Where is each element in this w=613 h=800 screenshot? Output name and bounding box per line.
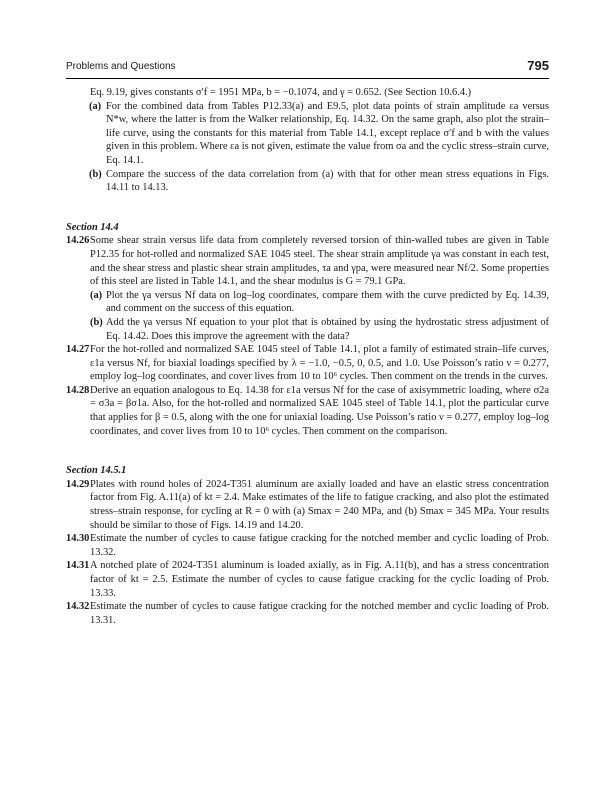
problem-text: Estimate the number of cycles to cause fatigue cracking for the notched member and cyclic loading of Prob. 13.31. <box>90 601 549 626</box>
part-label: (a) <box>90 289 103 301</box>
problem-14-32 <box>66 600 549 627</box>
problem-number: 14.29 <box>66 478 90 490</box>
continued-text: Eq. 9.19, gives constants σ′f = 1951 MPa, b = −0.1074, and γ = 0.652. (See Section 10.6.4.) <box>90 87 472 98</box>
problem-14-27 <box>66 343 549 384</box>
part-label: (b) <box>89 168 102 180</box>
problem-text: For the hot-rolled and normalized SAE 1045 steel of Table 14.1, plot a family of estimated strain–life curves, ε1a versus Nf, for biaxial loadings specified by λ = −1.0, −0.5, 0, 0.5, and 1.0. Use Poisson’s ratio ν = 0.277, employ log–log coordinates, and cover lives from 10 to 10⁶ cycles. Then comment on the trends in the curves. <box>90 344 549 383</box>
problem-text: Some shear strain versus life data from completely reversed torsion of thin-walled tubes are given in Table P12.35 for hot-rolled and normalized SAE 1045 steel. The shear strain amplitude γa was constant in each test, and the shear stress and plastic shear strain amplitudes, τa and γpa, were measured near Nf/2. Some properties of this steel are listed in Table 14.1, and the shear modulus is G = 79.1 GPa. <box>90 235 549 288</box>
part-text: Compare the success of the data correlation from (a) with that for other mean stress equations in Figs. 14.11 to 14.13. <box>106 168 549 194</box>
page-body <box>66 86 549 627</box>
page-number: 795 <box>527 58 549 73</box>
problem-14-26 <box>66 234 549 288</box>
problem-14-31 <box>66 559 549 600</box>
part-label: (a) <box>89 100 102 112</box>
section-heading: Section 14.4 <box>66 221 119 233</box>
problem-number: 14.31 <box>66 560 90 572</box>
problem-14-26-part-a <box>66 289 549 316</box>
intro-part-b <box>66 168 549 195</box>
intro-part-a <box>66 100 549 168</box>
problem-text: Derive an equation analogous to Eq. 14.38 for ε1a versus Nf for the case of axisymmetric loading, where σ2a = σ3a = βσ1a. Also, for the hot-rolled and normalized SAE 1045 steel of Table 14.1, plot the particular curve that applies for β = 0.5, along with the one for uniaxial loading. Use Poisson’s ratio ν = 0.277, employ log–log coordinates, and cover lives from 10 to 10⁶ cycles. Then comment on the comparison. <box>90 384 549 437</box>
section-heading: Section 14.5.1 <box>66 465 127 477</box>
part-label: (b) <box>90 316 103 328</box>
part-text: Add the γa versus Nf equation to your plot that is obtained by using the hydrostatic stress adjustment of Eq. 14.42. Does this improve the agreement with the data? <box>106 316 549 342</box>
problem-text: A notched plate of 2024-T351 aluminum is loaded axially, as in Fig. A.11(b), and has a stress concentration factor of kt = 2.5. Estimate the number of cycles to cause fatigue cracking for the cyclic loading of Prob. 13.33. <box>90 560 549 599</box>
problem-text: Estimate the number of cycles to cause fatigue cracking for the notched member and cyclic loading of Prob. 13.32. <box>90 533 549 558</box>
problem-number: 14.28 <box>66 384 90 396</box>
problem-number: 14.30 <box>66 533 90 545</box>
problem-14-26-part-b <box>66 316 549 343</box>
problem-number: 14.32 <box>66 601 90 613</box>
header-title: Problems and Questions <box>66 61 176 72</box>
problem-14-28 <box>66 384 549 438</box>
problem-14-29 <box>66 478 549 532</box>
problem-number: 14.26 <box>66 235 90 247</box>
running-header <box>66 58 549 79</box>
problem-number: 14.27 <box>66 344 90 356</box>
part-text: Plot the γa versus Nf data on log–log coordinates, compare them with the curve predicted by Eq. 14.39, and comment on the success of this equation. <box>106 289 549 315</box>
problem-14-30 <box>66 532 549 559</box>
problem-text: Plates with round holes of 2024-T351 aluminum are axially loaded and have an elastic stress concentration factor from Fig. A.11(a) of kt = 2.4. Make estimates of the life to fatigue cracking, and also plot the estimated stress–strain response, for cycling at R = 0 with (a) Smax = 240 MPa, and (b) Smax = 345 MPa. Your results should be similar to those of Figs. 14.19 and 14.20. <box>90 478 549 531</box>
part-text: For the combined data from Tables P12.33(a) and E9.5, plot data points of strain amplitude εa versus N*w, where the latter is from the Walker relationship, Eq. 14.32. On the same graph, also plot the strain–life curve, using the constants for this material from Table 14.1, except replace σ′f and b with the values given in this problem. Where εa is not given, estimate the value from σa and the cyclic stress–strain curve, Eq. 14.1. <box>106 100 549 166</box>
